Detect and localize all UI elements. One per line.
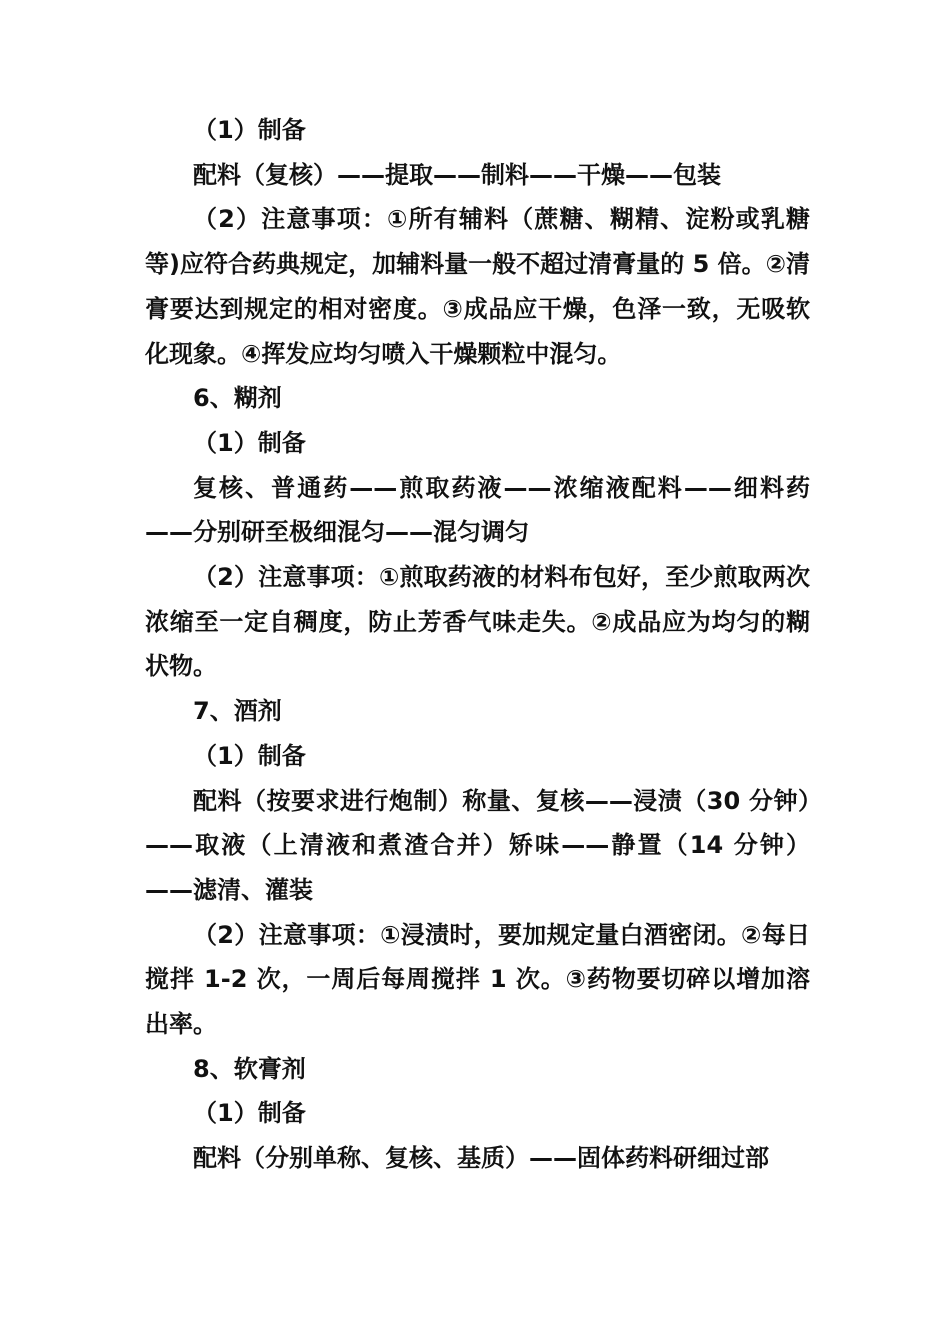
- process-flow: 配料（按要求进行炮制）称量、复核——浸渍（30 分钟）——取液（上清液和煮渣合并）矫味——静置（14 分钟）——滤清、灌装: [145, 786, 810, 904]
- subheading-preparation: （1）制备: [193, 741, 306, 770]
- document-body: [145, 108, 810, 1181]
- precautions-paragraph: （2）注意事项：①煎取药液的材料布包好，至少煎取两次浓缩至一定自稠度，防止芳香气味走失。②成品应为均匀的糊状物。: [145, 563, 810, 681]
- section-heading-wine: 7、酒剂: [193, 697, 282, 726]
- section-heading-ointment: 8、软膏剂: [193, 1054, 306, 1083]
- precautions-paragraph: （2）注意事项：①所有辅料（蔗糖、糊精、淀粉或乳糖等)应符合药典规定，加辅料量一般不超过清膏量的 5 倍。②清膏要达到规定的相对密度。③成品应干燥，色泽一致，无吸软化现象。④挥发应均匀喷入干燥颗粒中混匀。: [145, 205, 810, 368]
- subheading-preparation: （1）制备: [193, 116, 306, 144]
- section-heading-paste: 6、糊剂: [193, 384, 282, 413]
- process-flow: 复核、普通药——煎取药液——浓缩液配料——细料药——分别研至极细混匀——混匀调匀: [145, 473, 810, 547]
- process-flow: 配料（分别单称、复核、基质）——固体药料研细过部: [193, 1144, 769, 1173]
- precautions-paragraph: （2）注意事项：①浸渍时，要加规定量白酒密闭。②每日搅拌 1-2 次，一周后每周搅拌 1 次。③药物要切碎以增加溶出率。: [145, 920, 810, 1039]
- process-flow: 配料（复核）——提取——制料——干燥——包装: [193, 160, 721, 189]
- subheading-preparation: （1）制备: [193, 1099, 306, 1128]
- subheading-preparation: （1）制备: [193, 428, 306, 457]
